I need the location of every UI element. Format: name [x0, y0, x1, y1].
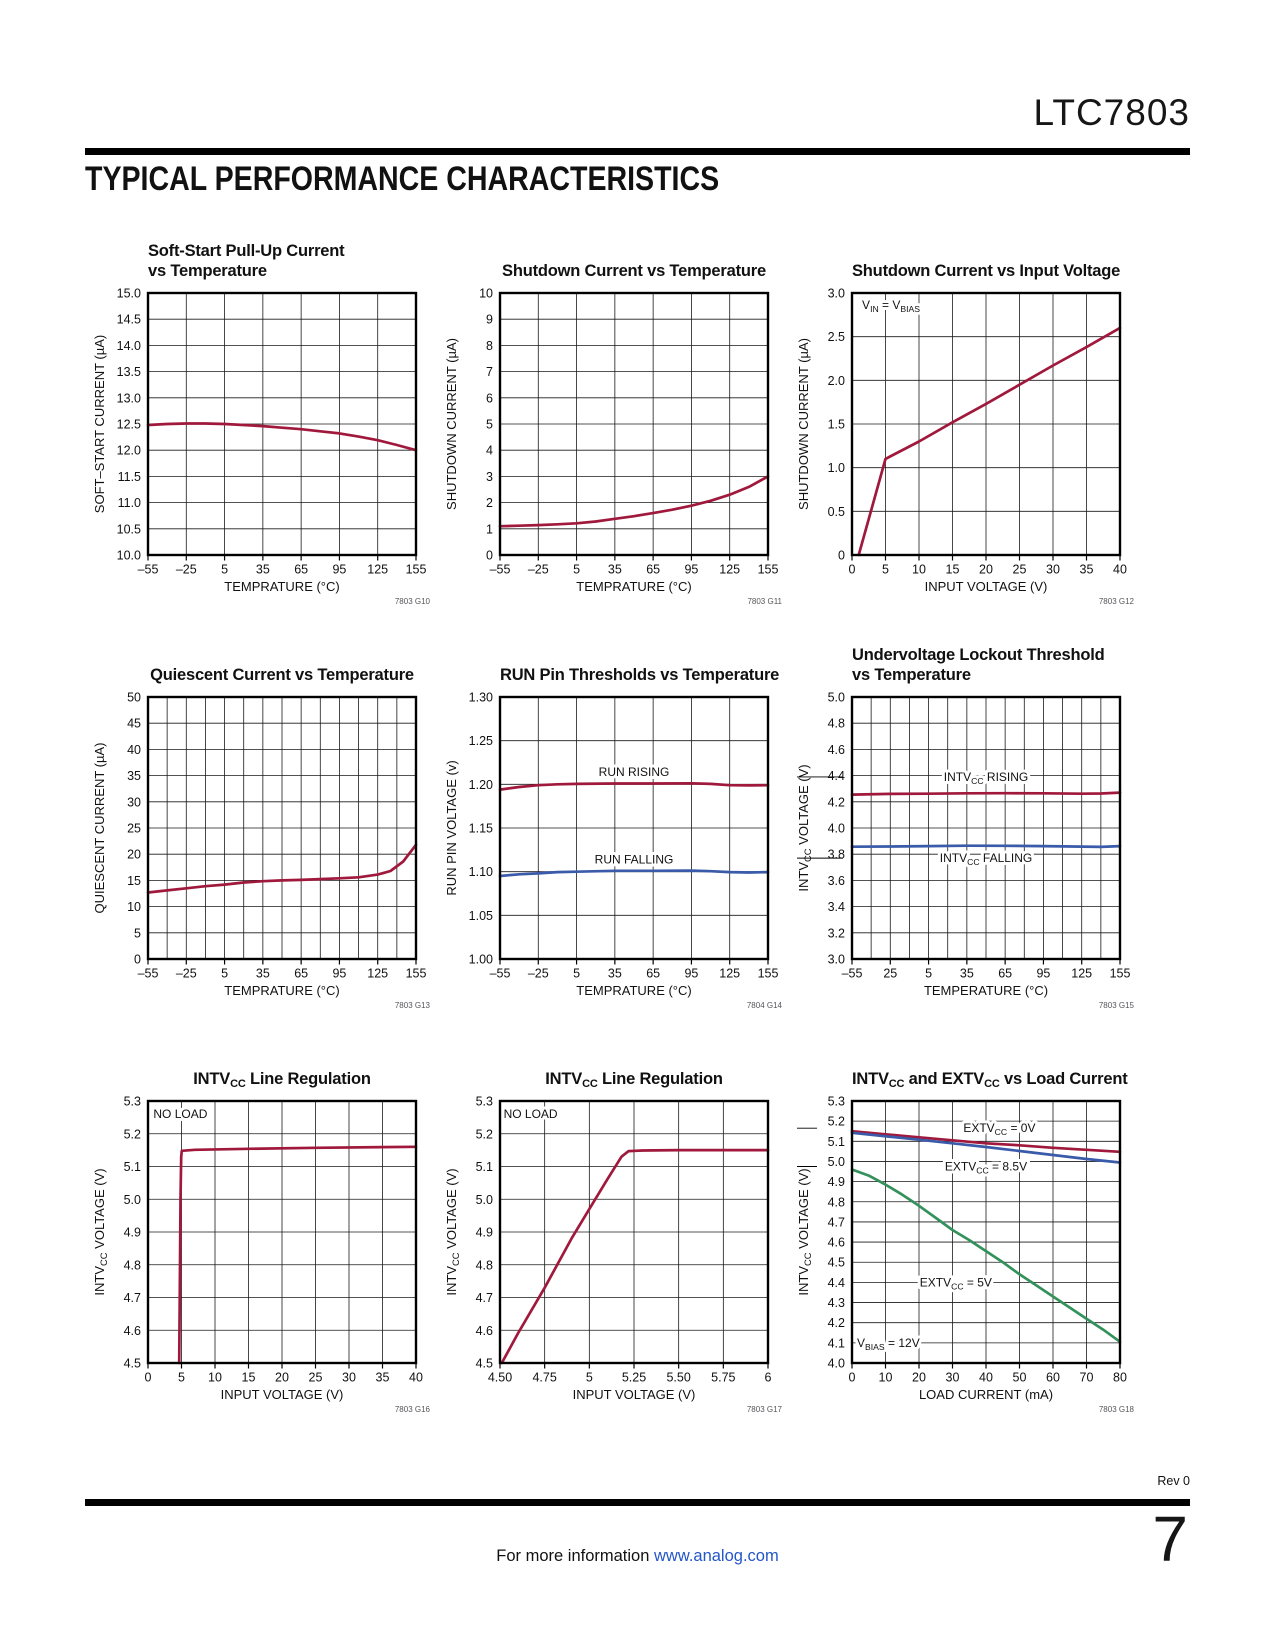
curve-label: NO LOAD: [153, 1107, 208, 1122]
title-text: Line Regulation: [245, 1070, 371, 1088]
x-tick-marks: [148, 960, 416, 965]
y-tick-label: 10.5: [116, 522, 141, 537]
curve-label: $V_{IN} = V_{BIAS}$: [862, 298, 921, 315]
chart-title-line: [500, 665, 780, 685]
y-axis-label: $INTV_{CC}$ VOLTAGE (V): [796, 1168, 813, 1296]
x-tick-marks: [500, 960, 768, 965]
x-tick-label: 15: [945, 562, 960, 577]
y-tick-label: 45: [127, 716, 141, 731]
x-tick-label: 125: [719, 966, 741, 981]
x-tick-label: –25: [175, 562, 197, 577]
title-text: vs Temperature: [852, 666, 971, 684]
y-tick-label: 5.1: [123, 1160, 141, 1174]
y-tick-label: 4.8: [827, 1195, 845, 1210]
y-tick-label: 11.5: [117, 469, 141, 484]
y-tick-label: 1: [486, 522, 493, 537]
x-tick-label: 125: [367, 562, 389, 577]
y-axis-label: RUN PIN VOLTAGE (v): [444, 760, 459, 896]
x-tick-marks: [852, 1364, 1120, 1369]
title-text: vs Load Current: [999, 1070, 1128, 1088]
x-tick-label: 0: [848, 1370, 856, 1385]
x-tick-label: 0: [144, 1370, 152, 1385]
x-axis-label: TEMPERATURE (°C): [923, 983, 1049, 998]
y-tick-label: 35: [127, 769, 141, 784]
y-tick-label: 1.30: [468, 690, 493, 705]
grid-lines: [500, 697, 768, 959]
y-tick-label: 1.00: [468, 952, 493, 967]
y-tick-label: 50: [127, 690, 141, 705]
x-tick-label: 40: [409, 1370, 423, 1385]
y-tick-label: 1.0: [827, 461, 845, 476]
y-axis-label: $INTV_{CC}$ VOLTAGE (V): [92, 1168, 109, 1296]
x-tick-marks: [148, 556, 416, 561]
y-tick-label: 2.0: [827, 373, 845, 388]
grid-lines: [500, 1101, 768, 1363]
grid-lines: [852, 697, 1120, 959]
y-tick-label: 5.2: [475, 1127, 493, 1142]
y-tick-label: 40: [127, 742, 141, 757]
graph-id-label: 7803 G11: [747, 597, 782, 606]
title-text: and EXTV: [904, 1070, 985, 1088]
y-tick-label: 5: [486, 417, 493, 432]
x-tick-label: 65: [294, 966, 309, 981]
y-tick-label: 4.5: [827, 1255, 845, 1270]
chart-canvas: [88, 685, 440, 1033]
x-axis-label: TEMPRATURE (°C): [224, 983, 340, 998]
page-number: 7: [1152, 1503, 1190, 1575]
title-subscript: CC: [230, 1078, 246, 1090]
x-tick-label: 5: [573, 562, 581, 577]
x-tick-label: 15: [241, 1370, 256, 1385]
y-tick-label: 5.0: [475, 1192, 493, 1207]
y-tick-label: 6: [486, 391, 493, 406]
title-text: Undervoltage Lockout Threshold: [852, 646, 1105, 664]
x-tick-label: 4.50: [487, 1370, 513, 1385]
x-tick-label: 95: [1036, 966, 1051, 981]
x-tick-label: 5.75: [711, 1370, 736, 1385]
chart-title-line: [852, 665, 1120, 685]
y-tick-label: 5.1: [827, 1134, 845, 1149]
y-tick-label: 0.5: [827, 504, 845, 519]
graph-id-label: 7804 G14: [746, 1001, 782, 1010]
x-tick-label: 65: [646, 562, 661, 577]
title-text: RUN Pin Thresholds vs Temperature: [500, 666, 780, 684]
x-tick-label: 30: [1046, 562, 1060, 577]
y-tick-label: 5: [134, 926, 141, 941]
series-0-run-rising: [500, 783, 768, 789]
chart-7803-g10: [88, 225, 440, 629]
x-tick-label: 25: [1012, 562, 1027, 577]
y-tick-label: 5.3: [123, 1094, 141, 1109]
chart-title-line: [852, 1069, 1128, 1090]
x-tick-label: 25: [883, 966, 898, 981]
chart-title: [852, 629, 1120, 685]
series-0-shutdown-current: [859, 328, 1120, 555]
chart-title-line: [148, 665, 416, 685]
title-text: Line Regulation: [597, 1070, 723, 1088]
footer-link[interactable]: www.analog.com: [653, 1547, 779, 1565]
grid-lines: [852, 293, 1120, 555]
x-tick-label: 5: [925, 966, 933, 981]
x-tick-label: 35: [959, 966, 974, 981]
curve-label: $V_{BIAS} = 12V$: [857, 1335, 920, 1352]
curve-label: RUN RISING: [598, 765, 670, 780]
x-tick-label: 35: [607, 562, 622, 577]
y-tick-label: 13.5: [116, 365, 141, 380]
y-axis-label: SHUTDOWN CURRENT (µA): [796, 338, 811, 510]
y-tick-label: 4.8: [475, 1258, 493, 1273]
curve-label: $EXTV_{CC} = 8.5V$: [944, 1159, 1028, 1176]
curve-label: $INTV_{CC}$ RISING: [943, 769, 1029, 786]
y-tick-label: 5.2: [827, 1114, 845, 1129]
y-tick-label: 10.0: [116, 548, 141, 563]
y-tick-label: 10: [479, 286, 493, 301]
title-text: Soft-Start Pull-Up Current: [148, 242, 345, 260]
x-tick-label: 155: [757, 966, 779, 981]
x-tick-label: 20: [979, 562, 993, 577]
title-text: Shutdown Current vs Temperature: [502, 262, 766, 280]
chart-canvas: [792, 281, 1144, 629]
x-tick-label: –25: [527, 966, 549, 981]
y-tick-label: 4.0: [827, 821, 845, 836]
y-tick-label: 0: [838, 548, 845, 563]
y-tick-label: 4.5: [475, 1356, 493, 1371]
y-axis-label: $INTV_{CC}$ VOLTAGE (V): [796, 764, 813, 892]
chart-title: [500, 629, 780, 685]
x-tick-label: 5: [221, 562, 229, 577]
series-0-shutdown-current: [500, 476, 768, 526]
chart-7803-g15: [792, 629, 1144, 1033]
x-tick-label: 95: [684, 562, 699, 577]
y-tick-label: 4.6: [827, 1235, 845, 1250]
x-tick-label: 35: [255, 562, 270, 577]
y-tick-label: 8: [486, 338, 493, 353]
chart-title: [852, 225, 1120, 281]
y-tick-label: 4.2: [827, 795, 845, 810]
y-tick-label: 15.0: [116, 286, 141, 301]
chart-canvas: [440, 685, 792, 1033]
x-tick-label: 65: [998, 966, 1013, 981]
x-tick-label: 125: [1071, 966, 1093, 981]
x-tick-label: 25: [308, 1370, 323, 1385]
graph-id-label: 7803 G18: [1098, 1405, 1134, 1414]
x-tick-label: 155: [757, 562, 779, 577]
y-tick-label: 13.0: [116, 391, 141, 406]
x-tick-label: 5: [573, 966, 581, 981]
x-tick-label: 95: [332, 562, 347, 577]
chart-title: [148, 225, 416, 281]
chart-canvas: [440, 1089, 792, 1437]
series-0-intvcc-no-load: [502, 1150, 768, 1363]
y-tick-label: 2: [486, 496, 493, 511]
y-axis-label: SOFT–START CURRENT (µA): [92, 334, 107, 514]
x-tick-label: 125: [719, 562, 741, 577]
y-tick-label: 1.5: [827, 417, 845, 432]
x-tick-label: 40: [979, 1370, 993, 1385]
y-tick-label: 4.3: [827, 1296, 845, 1311]
y-tick-label: 3.8: [827, 847, 845, 862]
title-text: vs Temperature: [148, 262, 267, 280]
y-tick-label: 5.1: [475, 1160, 493, 1174]
curve-label: $EXTV_{CC} = 5V$: [919, 1275, 992, 1292]
part-number: LTC7803: [1033, 92, 1190, 133]
chart-canvas: [792, 685, 1144, 1033]
y-axis-label: $INTV_{CC}$ VOLTAGE (V): [444, 1168, 461, 1296]
x-tick-label: 6: [764, 1370, 772, 1385]
x-tick-label: –55: [841, 966, 863, 981]
y-tick-label: 3.0: [827, 286, 845, 301]
x-tick-label: 155: [405, 966, 427, 981]
y-tick-label: 7: [486, 365, 493, 380]
x-tick-label: 30: [342, 1370, 356, 1385]
y-tick-label: 2.5: [827, 330, 845, 345]
x-tick-label: –25: [527, 562, 549, 577]
curve-label: NO LOAD: [503, 1107, 558, 1122]
y-tick-label: 5.2: [123, 1127, 141, 1142]
y-tick-label: 0: [486, 548, 493, 563]
y-tick-label: 4.8: [123, 1258, 141, 1273]
y-tick-label: 5.0: [123, 1192, 141, 1207]
y-tick-label: 3.2: [827, 926, 845, 941]
x-axis-label: TEMPRATURE (°C): [224, 579, 340, 594]
x-tick-label: 155: [1109, 966, 1131, 981]
y-tick-label: 5.0: [827, 690, 845, 705]
chart-title-line: [852, 645, 1120, 665]
chart-7803-g18: [792, 1033, 1144, 1437]
graph-id-label: 7803 G12: [1098, 597, 1134, 606]
title-text: INTV: [852, 1070, 889, 1088]
chart-title: [852, 1033, 1128, 1090]
x-tick-label: 4.75: [532, 1370, 557, 1385]
y-axis-label: QUIESCENT CURRENT (µA): [92, 742, 107, 914]
y-tick-label: 4.7: [123, 1291, 141, 1305]
footer-rule: [85, 1499, 1190, 1506]
x-tick-label: 35: [1079, 562, 1094, 577]
x-tick-label: 10: [912, 562, 926, 577]
grid-lines: [852, 1101, 1120, 1363]
x-tick-label: 5: [221, 966, 229, 981]
x-tick-label: 5: [585, 1370, 593, 1385]
x-tick-label: 10: [878, 1370, 893, 1385]
chart-title-line: [500, 261, 768, 281]
chart-7804-g14: [440, 629, 792, 1033]
y-tick-label: 4.5: [123, 1356, 141, 1371]
footer-text: For more information: [496, 1547, 654, 1565]
y-tick-label: 20: [127, 847, 141, 862]
x-tick-label: 20: [912, 1370, 926, 1385]
x-tick-marks: [852, 960, 1120, 965]
chart-7803-g17: [440, 1033, 792, 1437]
graph-id-label: 7803 G13: [394, 1001, 430, 1010]
y-tick-label: 3: [486, 469, 493, 484]
y-tick-label: 4.9: [475, 1225, 493, 1240]
title-text: INTV: [545, 1070, 583, 1088]
x-tick-label: 5.50: [666, 1370, 691, 1385]
title-subscript: CC: [984, 1078, 1000, 1090]
x-tick-label: 95: [332, 966, 347, 981]
x-tick-label: 10: [208, 1370, 222, 1385]
y-tick-label: 1.15: [468, 821, 493, 836]
y-tick-label: 5.3: [475, 1094, 493, 1109]
y-tick-label: 4.4: [827, 769, 845, 784]
y-tick-label: 12.0: [116, 443, 141, 458]
chart-7803-g12: [792, 225, 1144, 629]
chart-title: [500, 1033, 768, 1089]
x-tick-marks: [500, 1364, 768, 1369]
y-tick-label: 3.4: [827, 900, 845, 915]
curve-label: RUN FALLING: [594, 852, 674, 867]
x-axis-label: LOAD CURRENT (mA): [918, 1387, 1054, 1402]
x-tick-label: –55: [137, 966, 159, 981]
x-axis-label: TEMPRATURE (°C): [576, 579, 692, 594]
y-tick-label: 4: [486, 443, 493, 458]
x-tick-label: 35: [255, 966, 270, 981]
y-tick-label: 3.0: [827, 952, 845, 967]
y-tick-label: 4.7: [475, 1291, 493, 1305]
section-title: TYPICAL PERFORMANCE CHARACTERISTICS: [85, 160, 720, 198]
chart-7803-g11: [440, 225, 792, 629]
x-tick-label: 5: [178, 1370, 185, 1385]
curve-label: $EXTV_{CC} = 0V$: [963, 1121, 1036, 1138]
x-tick-label: –55: [137, 562, 159, 577]
series-0-soft-start-current: [148, 424, 416, 451]
chart-title-line: [148, 1069, 416, 1089]
y-tick-label: 4.4: [827, 1275, 845, 1290]
y-tick-label: 3.6: [827, 873, 845, 888]
y-tick-label: 4.9: [123, 1225, 141, 1240]
y-tick-label: 15: [127, 873, 141, 888]
series-1-intvcc-falling: [852, 846, 1120, 847]
x-tick-label: 35: [375, 1370, 390, 1385]
title-subscript: CC: [888, 1078, 905, 1090]
header-rule: [85, 148, 1190, 155]
chart-title-line: [852, 261, 1120, 281]
chart-title-line: [500, 1069, 768, 1089]
chart-canvas: [440, 281, 792, 629]
y-tick-label: 1.25: [468, 734, 493, 749]
x-tick-marks: [852, 556, 1120, 561]
graph-id-label: 7803 G17: [746, 1405, 782, 1414]
grid-lines: [148, 1101, 416, 1363]
y-axis-label: SHUTDOWN CURRENT (µA): [444, 338, 459, 510]
chart-title: [148, 1033, 416, 1089]
x-axis-label: INPUT VOLTAGE (V): [220, 1387, 344, 1402]
footer-info: [0, 1547, 1275, 1566]
x-tick-label: –55: [489, 562, 511, 577]
y-tick-label: 4.6: [123, 1323, 141, 1338]
x-tick-label: 65: [294, 562, 309, 577]
x-tick-label: 20: [275, 1370, 289, 1385]
x-axis-label: INPUT VOLTAGE (V): [572, 1387, 696, 1402]
grid-lines: [148, 697, 416, 959]
y-tick-label: 9: [486, 312, 493, 327]
title-text: Quiescent Current vs Temperature: [150, 666, 414, 684]
x-tick-label: 60: [1046, 1370, 1060, 1385]
graph-id-label: 7803 G16: [394, 1405, 430, 1414]
chart-title-line: [148, 261, 416, 281]
x-axis-label: INPUT VOLTAGE (V): [924, 579, 1048, 594]
x-tick-label: 50: [1012, 1370, 1027, 1385]
chart-title: [148, 629, 416, 685]
y-tick-label: 12.5: [116, 417, 141, 432]
chart-title-line: [148, 241, 416, 261]
x-tick-label: 155: [405, 562, 427, 577]
x-tick-label: 125: [367, 966, 389, 981]
x-tick-label: –25: [175, 966, 197, 981]
y-tick-label: 4.9: [827, 1175, 845, 1190]
x-tick-label: 30: [945, 1370, 960, 1385]
x-tick-label: 95: [684, 966, 699, 981]
chart-7803-g16: [88, 1033, 440, 1437]
chart-canvas: [88, 1089, 440, 1437]
chart-canvas: [88, 281, 440, 629]
y-tick-label: 14.5: [116, 312, 141, 327]
y-tick-label: 11.0: [117, 496, 141, 511]
x-tick-marks: [148, 1364, 416, 1369]
y-tick-label: 5.3: [827, 1094, 845, 1109]
y-tick-label: 4.8: [827, 716, 845, 731]
series-0-intvcc-rising: [852, 793, 1120, 795]
y-tick-label: 30: [127, 795, 141, 810]
graph-id-label: 7803 G15: [1098, 1001, 1134, 1010]
y-tick-label: 4.6: [827, 742, 845, 757]
x-tick-label: 35: [607, 966, 622, 981]
x-tick-label: 40: [1113, 562, 1127, 577]
x-tick-label: 0: [848, 562, 856, 577]
x-tick-label: 70: [1079, 1370, 1094, 1385]
chart-canvas: [792, 1089, 1144, 1437]
x-axis-label: TEMPRATURE (°C): [576, 983, 692, 998]
y-tick-label: 4.2: [827, 1316, 845, 1331]
x-tick-label: 5.25: [621, 1370, 647, 1385]
x-tick-label: –55: [489, 966, 511, 981]
chart-title: [500, 225, 768, 281]
graph-id-label: 7803 G10: [394, 597, 430, 606]
y-tick-label: 1.20: [468, 777, 493, 792]
title-subscript: CC: [582, 1078, 598, 1090]
y-tick-label: 4.0: [827, 1356, 845, 1371]
x-tick-label: 5: [882, 562, 889, 577]
y-tick-label: 0: [134, 952, 141, 967]
y-tick-label: 1.05: [468, 908, 493, 923]
title-text: Shutdown Current vs Input Voltage: [852, 262, 1121, 280]
x-tick-label: 80: [1113, 1370, 1127, 1385]
x-tick-marks: [500, 556, 768, 561]
y-tick-label: 4.1: [827, 1336, 845, 1351]
y-tick-label: 14.0: [116, 338, 141, 353]
title-text: INTV: [193, 1070, 231, 1088]
y-tick-label: 4.6: [475, 1323, 493, 1338]
x-tick-label: 65: [646, 966, 661, 981]
chart-7803-g13: [88, 629, 440, 1033]
y-tick-label: 1.10: [468, 865, 493, 880]
revision-label: Rev 0: [1157, 1474, 1190, 1488]
y-tick-label: 10: [127, 900, 141, 915]
curve-label: $INTV_{CC}$ FALLING: [939, 851, 1033, 868]
y-tick-label: 4.7: [827, 1215, 845, 1230]
y-tick-label: 25: [127, 821, 141, 836]
chart-grid: [88, 225, 1144, 1437]
y-tick-label: 5.0: [827, 1154, 845, 1169]
